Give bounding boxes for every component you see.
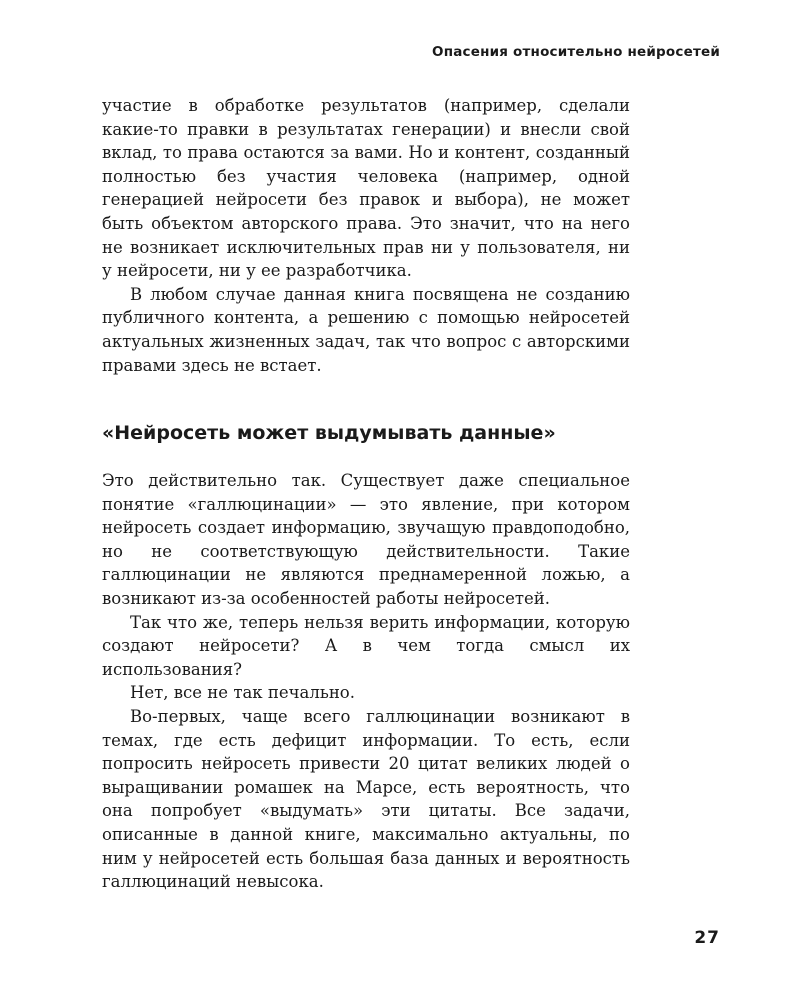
page-number: 27: [694, 928, 720, 948]
running-header: Опасения относительно нейросетей: [432, 44, 720, 60]
paragraph: В любом случае данная книга посвящена не созданию публичного контента, а решению с помощью нейросетей актуальных жизненных задач, так что вопрос с авторскими правами здесь не встает.: [102, 284, 630, 375]
paragraph-continuation: участие в обработке результатов (например, сделали какие-то правки в результатах генерации) и внесли свой вклад, то права остаются за вами. Но и контент, созданный полностью без участия человека (например, одной генерацией нейросети без правок и выбора), не может быть объектом авторского права. Это значит, что на него не возникает исключительных прав ни у пользователя, ни у нейросети, ни у ее разработчика.: [102, 96, 630, 281]
paragraph: Это действительно так. Существует даже специальное понятие «галлюцинации» — это явление, при котором нейросеть создает информацию, звучащую правдоподобно, но не соответствующую действительности. Такие галлюцинации не являются преднамеренной ложью, а возникают из-за особенностей работы нейросетей.: [102, 471, 630, 608]
body-text-top: [102, 94, 630, 377]
section-heading: «Нейросеть может выдумывать данные»: [102, 422, 556, 444]
paragraph: Нет, все не так печально.: [130, 683, 355, 703]
paragraph: Так что же, теперь нельзя верить информации, которую создают нейросети? А в чем тогда смысл их использования?: [102, 612, 630, 679]
body-text-section: [102, 469, 630, 894]
paragraph: Во-первых, чаще всего галлюцинации возникают в темах, где есть дефицит информации. То есть, если попросить нейросеть привести 20 цитат великих людей о выращивании ромашек на Марсе, есть вероятность, что она попробует «выдумать» эти цитаты. Все задачи, описанные в данной книге, максимально актуальны, по ним у нейросетей есть большая база данных и вероятность галлюцинаций невысока.: [102, 706, 630, 892]
